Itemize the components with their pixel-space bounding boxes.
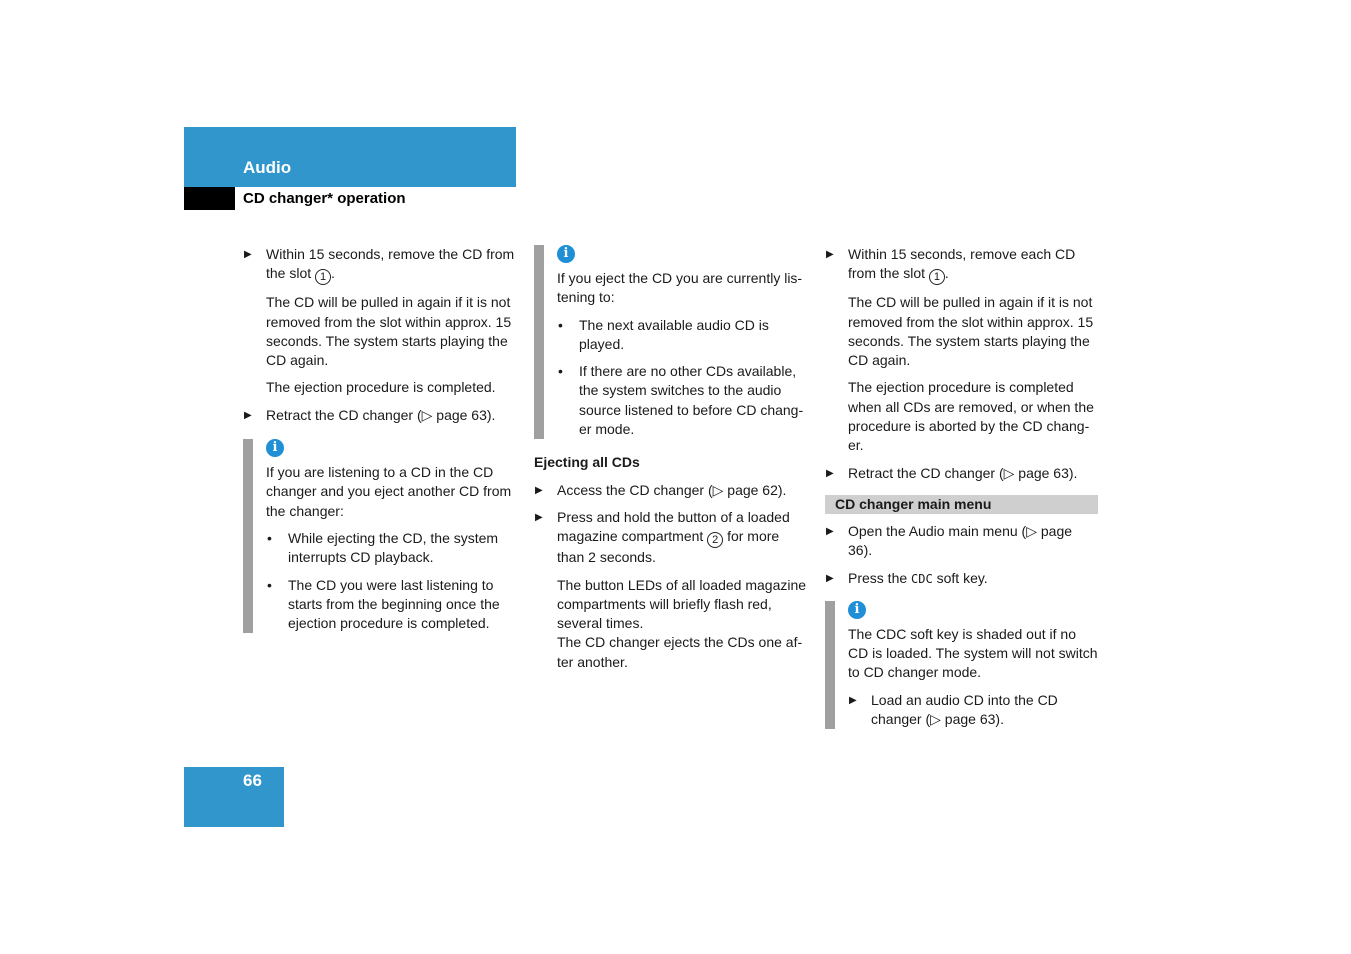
triangle-right-icon: ▶ bbox=[826, 467, 834, 479]
step-open-audio-menu: ▶ Open the Audio main menu (▷ page 36). bbox=[826, 522, 1073, 559]
info-bar bbox=[825, 601, 835, 729]
list-item: • If there are no other CDs available, the system switches to the audio source listened to before CD chang-er mode. bbox=[558, 363, 804, 438]
step-remove-cd: ▶ Within 15 seconds, remove the CD from the slot 1 . bbox=[244, 246, 515, 284]
step-remove-each-cd: ▶ Within 15 seconds, remove each CD from the slot 1 . bbox=[826, 246, 1076, 284]
callout-number: 2 bbox=[707, 532, 723, 548]
paragraph: The ejection procedure is completed. bbox=[266, 379, 496, 396]
step-retract: ▶ Retract the CD changer (▷ page 63). bbox=[825, 464, 1100, 483]
page-number-box bbox=[184, 767, 284, 827]
section-tab-marker bbox=[184, 187, 235, 210]
triangle-right-icon: ▶ bbox=[535, 484, 543, 496]
step-access-changer: ▶ Access the CD changer (▷ page 62). bbox=[534, 481, 810, 500]
triangle-right-icon: ▶ bbox=[826, 572, 834, 584]
triangle-right-icon: ▶ bbox=[244, 249, 252, 260]
triangle-right-icon: ▶ bbox=[849, 694, 857, 706]
info-icon: i bbox=[266, 439, 284, 457]
section-heading: CD changer main menu bbox=[825, 495, 1098, 514]
step-retract: ▶ Retract the CD changer (▷ page 63). bbox=[243, 406, 517, 425]
callout-number: 1 bbox=[315, 269, 331, 285]
bullet-dot-icon: • bbox=[267, 576, 272, 593]
info-text: If you eject the CD you are currently lis-tening to: bbox=[557, 270, 803, 306]
triangle-right-icon: ▶ bbox=[535, 511, 543, 523]
list-item: • The CD you were last listening to starts from the beginning once the ejection procedure is completed. bbox=[267, 576, 500, 632]
info-note bbox=[243, 439, 517, 633]
section-subtitle: CD changer* operation bbox=[243, 190, 406, 207]
info-icon: i bbox=[848, 601, 866, 619]
section-heading: Ejecting all CDs bbox=[534, 454, 640, 471]
triangle-right-icon: ▶ bbox=[244, 409, 252, 421]
info-text: If you are listening to a CD in the CD changer and you eject another CD from the changer: bbox=[266, 464, 512, 519]
header-bar bbox=[184, 127, 516, 187]
paragraph: The ejection procedure is completed when all CDs are removed, or when the procedure is aborted by the CD chang-er. bbox=[848, 379, 1094, 454]
page-number: 66 bbox=[243, 771, 262, 790]
soft-key-label: CDC bbox=[911, 571, 933, 586]
paragraph: The CD will be pulled in again if it is not removed from the slot within approx. 15 seconds. The system starts playing the CD again. bbox=[848, 294, 1094, 369]
paragraph: The CD changer ejects the CDs one af-ter another. bbox=[557, 634, 803, 670]
list-item: • The next available audio CD is played. bbox=[558, 316, 769, 352]
paragraph: The button LEDs of all loaded magazine compartments will briefly flash red, several times. bbox=[557, 576, 807, 632]
info-note bbox=[534, 245, 810, 439]
page-title: Audio bbox=[243, 158, 292, 177]
bullet-dot-icon: • bbox=[267, 529, 272, 546]
triangle-right-icon: ▶ bbox=[826, 525, 834, 537]
bullet-dot-icon: • bbox=[558, 363, 563, 380]
column-3 bbox=[825, 245, 1100, 739]
column-1 bbox=[243, 245, 517, 643]
info-icon: i bbox=[557, 245, 575, 263]
info-note bbox=[825, 601, 1100, 729]
paragraph: The CD will be pulled in again if it is not removed from the slot within approx. 15 seconds. The system starts playing the CD again. bbox=[266, 294, 512, 369]
callout-number: 1 bbox=[929, 269, 945, 285]
info-text: The CDC soft key is shaded out if no CD is loaded. The system will not switch to CD changer mode. bbox=[848, 625, 1098, 681]
step-press-hold: ▶ Press and hold the button of a loaded magazine compartment 2 for more than 2 seconds. bbox=[535, 508, 790, 566]
triangle-right-icon: ▶ bbox=[826, 249, 834, 260]
step-load-cd: ▶ Load an audio CD into the CD changer (▷ page 63). bbox=[849, 691, 1058, 728]
step-press-cdc: ▶ Press the CDC soft key. bbox=[825, 569, 1100, 589]
bullet-dot-icon: • bbox=[558, 316, 563, 333]
column-2 bbox=[534, 245, 810, 680]
list-item: • While ejecting the CD, the system interrupts CD playback. bbox=[267, 529, 499, 566]
